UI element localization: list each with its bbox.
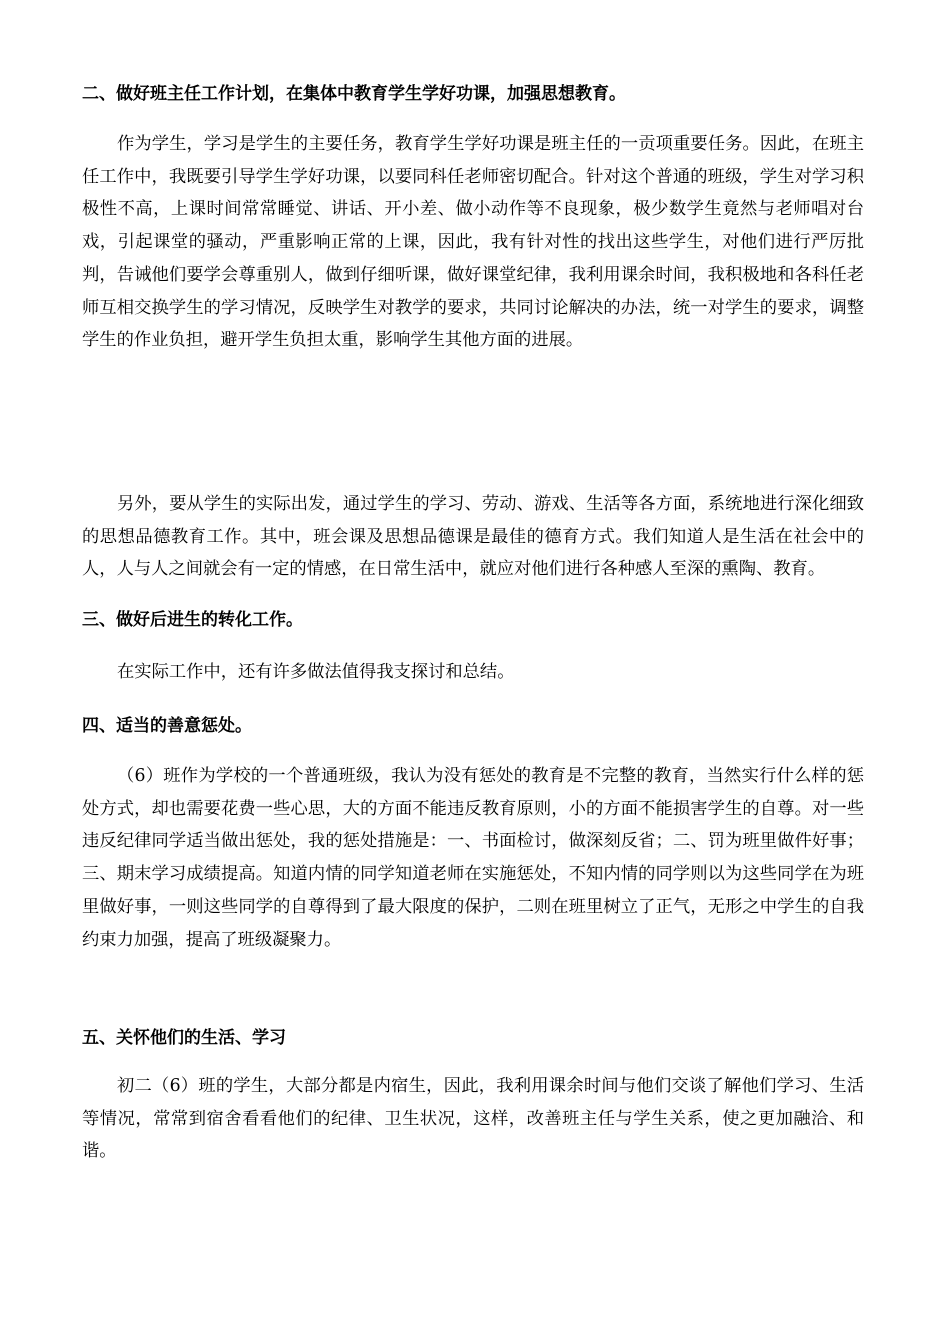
section-heading-2: 二、做好班主任工作计划，在集体中教育学生学好功课，加强思想教育。 <box>82 84 626 104</box>
paragraph-moral-education: 另外，要从学生的实际出发，通过学生的学习、劳动、游戏、生活等各方面，系统地进行深化细致的思想品德教育工作。其中，班会课及思想品德课是最佳的德育方式。我们知道人是生活在社会中的人，人与人之间就会有一定的情感，在日常生活中，就应对他们进行各种感人至深的熏陶、教育。 <box>82 494 864 580</box>
paragraph-care: 初二（6）班的学生，大部分都是内宿生，因此，我利用课余时间与他们交谈了解他们学习、生活等情况，常常到宿舍看看他们的纪律、卫生状况，这样，改善班主任与学生关系，使之更加融洽、和谐。 <box>82 1076 864 1162</box>
section-heading-4: 四、适当的善意惩处。 <box>82 716 252 736</box>
paragraph-practice: 在实际工作中，还有许多做法值得我支探讨和总结。 <box>117 662 515 682</box>
paragraph-study: 作为学生，学习是学生的主要任务，教育学生学好功课是班主任的一贡项重要任务。因此，在班主任工作中，我既要引导学生学好功课，以要同科任老师密切配合。针对这个普通的班级，学生对学习积极性不高，上课时间常常睡觉、讲话、开小差、做小动作等不良现象，极少数学生竟然与老师唱对台戏，引起课堂的骚动，严重影响正常的上课，因此，我有针对性的找出这些学生，对他们进行严厉批判，告诫他们要学会尊重别人，做到仔细听课，做好课堂纪律，我利用课余时间，我积极地和各科任老师互相交换学生的学习情况，反映学生对教学的要求，共同讨论解决的办法，统一对学生的要求，调整学生的作业负担，避开学生负担太重，影响学生其他方面的进展。 <box>82 134 864 351</box>
section-heading-5: 五、关怀他们的生活、学习 <box>82 1028 286 1048</box>
section-heading-3: 三、做好后进生的转化工作。 <box>82 610 303 630</box>
paragraph-discipline: （6）班作为学校的一个普通班级，我认为没有惩处的教育是不完整的教育，当然实行什么样的惩处方式，却也需要花费一些心思，大的方面不能违反教育原则，小的方面不能损害学生的自尊。对一些违反纪律同学适当做出惩处，我的惩处措施是：一、书面检讨，做深刻反省；二、罚为班里做件好事；三、期末学习成绩提高。知道内情的同学知道老师在实施惩处，不知内情的同学则以为这些同学在为班里做好事，一则这些同学的自尊得到了最大限度的保护，二则在班里树立了正气，无形之中学生的自我约束力加强，提高了班级凝聚力。 <box>82 766 864 950</box>
